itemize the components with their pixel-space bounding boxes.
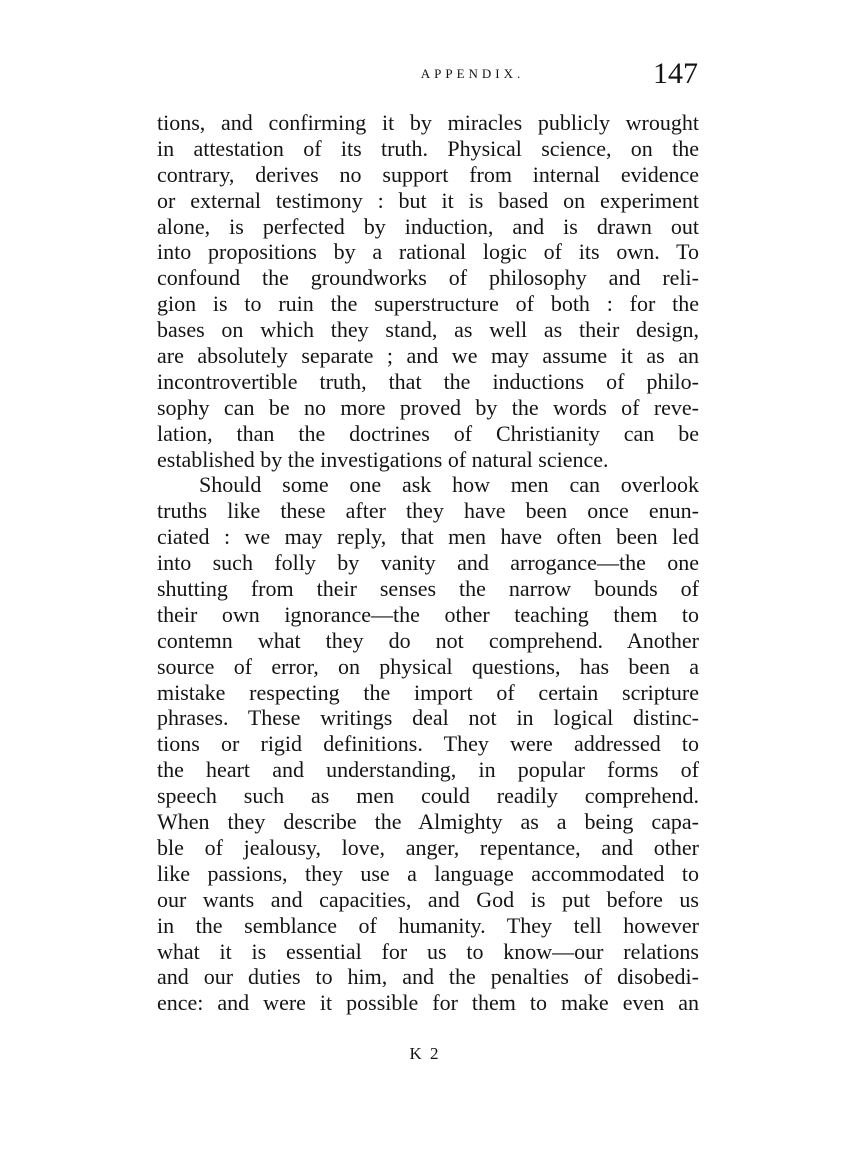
paragraph-1 xyxy=(157,110,699,472)
text-line: Should some one ask how men can overlook xyxy=(199,472,699,498)
text-line: their own ignorance—the other teaching them to xyxy=(157,601,699,627)
text-line: tions or rigid definitions. They were addressed to xyxy=(157,731,699,757)
text-line: lation, than the doctrines of Christianity can be xyxy=(157,420,699,446)
text-line: source of error, on physical questions, has been a xyxy=(157,653,699,679)
text-line: into such folly by vanity and arrogance—the one xyxy=(157,550,699,576)
body-text xyxy=(157,110,699,1016)
running-head xyxy=(155,58,700,94)
paragraph-2 xyxy=(157,472,699,1016)
text-line: ence: and were it possible for them to make even an xyxy=(157,990,699,1016)
text-line: bases on which they stand, as well as their design, xyxy=(157,317,699,343)
running-title: APPENDIX. xyxy=(420,66,525,81)
text-line: truths like these after they have been once enun- xyxy=(157,498,699,524)
text-line: alone, is perfected by induction, and is drawn out xyxy=(157,213,699,239)
page-number: 147 xyxy=(653,57,698,90)
text-line: are absolutely separate ; and we may assume it as an xyxy=(157,343,699,369)
text-line: gion is to ruin the superstructure of both : for the xyxy=(157,291,699,317)
text-line: ciated : we may reply, that men have often been led xyxy=(157,524,699,550)
text-line: shutting from their senses the narrow bounds of xyxy=(157,576,699,602)
text-line: contemn what they do not comprehend. Another xyxy=(157,627,699,653)
text-line: or external testimony : but it is based on experiment xyxy=(157,187,699,213)
text-line: mistake respecting the import of certain scripture xyxy=(157,679,699,705)
text-line: speech such as men could readily comprehend. xyxy=(157,783,699,809)
text-line: When they describe the Almighty as a being capa- xyxy=(157,809,699,835)
text-line: like passions, they use a language accommodated to xyxy=(157,860,699,886)
text-line: and our duties to him, and the penalties of disobedi- xyxy=(157,964,699,990)
text-line: tions, and confirming it by miracles publicly wrought xyxy=(157,110,699,135)
text-line: sophy can be no more proved by the words of reve- xyxy=(157,394,699,420)
text-line: confound the groundworks of philosophy and reli- xyxy=(157,265,699,291)
text-line: what it is essential for us to know—our relations xyxy=(157,938,699,964)
signature-mark: K 2 xyxy=(409,1044,441,1063)
text-line: incontrovertible truth, that the inductions of philo- xyxy=(157,368,699,394)
text-line: ble of jealousy, love, anger, repentance, and other xyxy=(157,834,699,860)
text-line: established by the investigations of natural science. xyxy=(157,446,609,472)
text-line: phrases. These writings deal not in logical distinc- xyxy=(157,705,699,731)
text-line: in the semblance of humanity. They tell however xyxy=(157,912,699,938)
text-line: the heart and understanding, in popular forms of xyxy=(157,757,699,783)
text-line: in attestation of its truth. Physical science, on the xyxy=(157,135,699,161)
text-line: contrary, derives no support from internal evidence xyxy=(157,161,699,187)
text-line: into propositions by a rational logic of its own. To xyxy=(157,239,699,265)
text-line: our wants and capacities, and God is put before us xyxy=(157,886,699,912)
